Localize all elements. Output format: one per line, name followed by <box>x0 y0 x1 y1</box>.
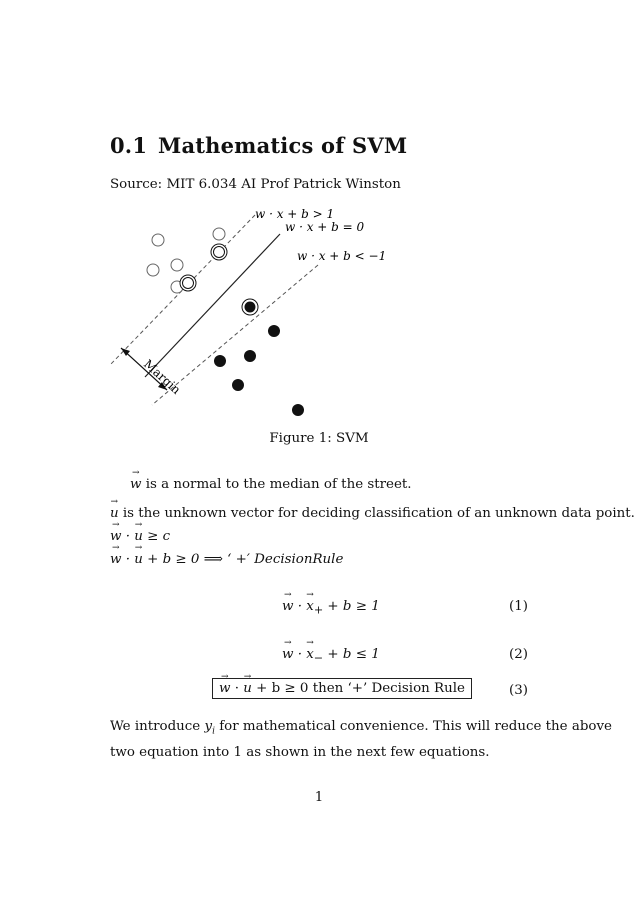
upper-line-label: w · x + b > 1 <box>255 207 335 221</box>
equation-2-rhs: + b ≤ 1 <box>323 647 380 662</box>
vector-w: → w <box>130 477 141 492</box>
vector-w: → w <box>110 529 121 544</box>
equation-2: → w · → $x_- + b \le 1$ <box>282 647 380 665</box>
closing-line-1: We introduce $y_i$ for mathematical convenience. This will reduce the above <box>110 719 612 737</box>
vector-u: → u <box>134 552 143 567</box>
support-vector-open-inner <box>183 278 194 289</box>
p2-text: is the unknown vector for deciding classification of an unknown data point. <box>118 506 635 521</box>
boxed-decision-rule: → w · → u + b ≥ 0 then ‘+’ Decision Rule <box>212 678 472 699</box>
equation-3-number: (3) <box>509 683 528 698</box>
closing-line-2: two equation into 1 as shown in the next few equations. <box>110 745 490 760</box>
equation-1-rhs: + b ≥ 1 <box>323 599 380 614</box>
section-number: 0.1 <box>110 133 148 158</box>
vector-u: → u <box>134 529 143 544</box>
open-point <box>147 264 159 276</box>
margin-label: Margin <box>140 356 184 397</box>
vector-w: → w <box>110 552 121 567</box>
filled-point <box>232 379 244 391</box>
filled-point <box>214 355 226 367</box>
vector-u: → u <box>110 506 119 521</box>
filled-point <box>292 404 304 416</box>
open-point <box>152 234 164 246</box>
p1-text: is a normal to the median of the street. <box>141 477 412 492</box>
filled-point <box>244 350 256 362</box>
lower-line-label: w · x + b < −1 <box>297 249 387 263</box>
open-point <box>213 228 225 240</box>
equation-3-rhs: + b ≥ 0 then ‘+’ Decision Rule <box>251 681 465 696</box>
source-line: Source: MIT 6.034 AI Prof Patrick Winston <box>110 177 401 192</box>
p3-rest: ≥ c <box>142 529 171 544</box>
y-i-symbol: $y_i$ <box>204 719 215 737</box>
paragraph-normal <box>130 477 412 492</box>
figure-caption: Figure 1: SVM <box>269 431 369 446</box>
p4-rest: + b ≥ 0 ⟹ ‘ +′ DecisionRule <box>142 552 344 567</box>
paragraph-unknown <box>110 506 635 521</box>
section-title: Mathematics of SVM <box>158 133 408 158</box>
decision-rule-line: → w · → u + b ≥ 0 ⟹ ‘ +′ DecisionRule <box>110 552 343 567</box>
inequality-line: → w · → u ≥ c <box>110 529 170 544</box>
support-vector-filled-inner <box>245 302 256 313</box>
equation-1: → w · → $x_+ + b \ge 1$ <box>282 599 380 617</box>
equation-3 <box>212 681 472 696</box>
support-vector-open-inner <box>214 247 225 258</box>
open-point <box>171 259 183 271</box>
equation-2-number: (2) <box>509 647 528 662</box>
page-number: 1 <box>314 790 324 805</box>
middle-line-label: w · x + b = 0 <box>285 220 365 234</box>
equation-1-number: (1) <box>509 599 528 614</box>
filled-point <box>268 325 280 337</box>
